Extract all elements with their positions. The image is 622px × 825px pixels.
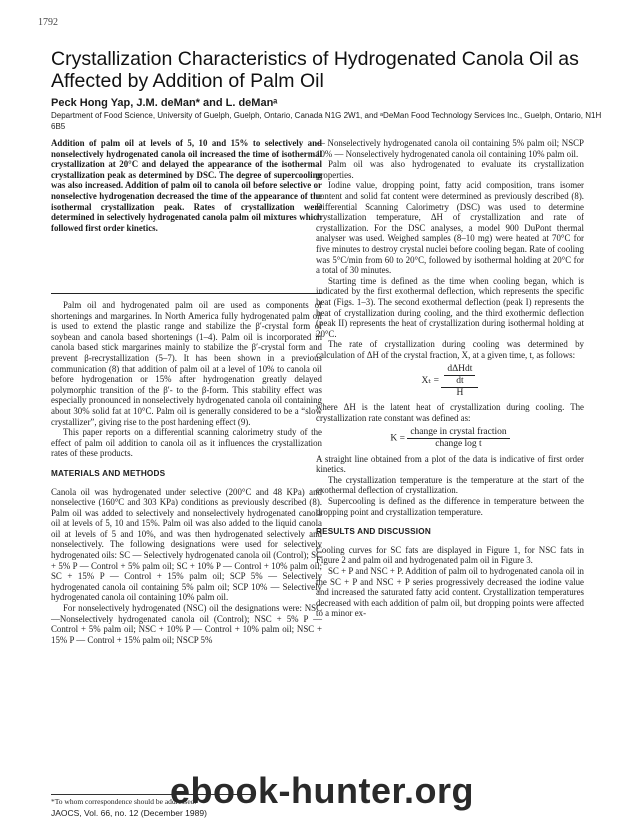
body-paragraph: The crystallization temperature is the temperature at the start of the exothermal deflection of crystallization.: [316, 474, 584, 496]
results-heading: RESULTS AND DISCUSSION: [316, 527, 431, 537]
formula-denominator: change log t: [435, 439, 482, 450]
page-number: 1792: [38, 17, 58, 28]
body-paragraph: The rate of crystallization during cooling was determined by calculation of ΔH of the crystal fraction, X, at a given time, t, as follows:: [316, 339, 584, 360]
formula-numerator: [441, 364, 478, 387]
inner-numerator: dΔHdt: [444, 364, 475, 376]
rate-constant-formula: [316, 427, 584, 449]
inner-fraction: [444, 364, 475, 386]
formula-numerator: change in crystal fraction: [407, 427, 509, 439]
affiliation: Department of Food Science, University of Guelph, Guelph, Ontario, Canada N1G 2W1, and ᵃDeMan Food Technology Services Inc., Guelph, Ontario, N1H 6B5: [51, 111, 602, 131]
formula-lhs: K =: [390, 433, 405, 444]
formula-fraction: [407, 427, 509, 449]
body-paragraph: where ΔH is the latent heat of crystallization during cooling. The crystallization rate constant was defined as:: [316, 402, 584, 423]
intro-paragraph: Palm oil and hydrogenated palm oil are used as components of shortenings and margarines. In North America fully hydrogenated palm oil is used to extend the plastic range and stabilize the β′-crystal form of soybean and canola based shortenings (1–4). Palm oil is incorporated in canola based stick margarines mainly to stabilize the β′-crystal form and prevent β-recrystallization (5–7). It has been shown in a previous communication (8) that addition of palm oil at a level of 10% to canola oil before hydrogenation or 15% after hydrogenation greatly delayed polymorphic transition of the β′- to the β-form. This stability effect was especially pronounced in nonselectively hydrogenated canola oil containing about 30% solid fat at 10°C. Palm oil is generally considered to be a “slow crystallizer”, giving rise to the post hardening effect (9).: [51, 300, 322, 427]
intro-paragraph: This paper reports on a differential scanning calorimetry study of the effect of palm oil addition to canola oil as it influences the crystallization rates of these products.: [51, 427, 322, 459]
body-paragraph: — Nonselectively hydrogenated canola oil containing 5% palm oil; NSCP 10% — Nonselectively hydrogenated canola oil containing 10% palm oil.: [316, 138, 584, 159]
methods-paragraph: For nonselectively hydrogenated (NSC) oil the designations were: NSC —Nonselectively hydrogenated canola oil (Control); NSC + 5% P — Control + 5% palm oil; NSC + 10% P — Control + 10% palm oil; NSC + 15% P — Control + 15% palm oil; NSCP 5%: [51, 603, 322, 645]
formula-denominator: H: [456, 387, 464, 398]
article-title: Crystallization Characteristics of Hydrogenated Canola Oil as Affected by Addition of Palm Oil: [51, 48, 579, 92]
results-paragraph: SC + P and NSC + P. Addition of palm oil to hydrogenated canola oil in the SC + P and NSC + P series progressively decreased the iodine value and increased the saturated fatty acid content. Crystallization temperatures decreased with each addition of palm oil, but dropping points were affected to a minor ex-: [316, 565, 584, 619]
body-paragraph: Palm oil was also hydrogenated to evaluate its crystallization properties.: [316, 159, 584, 180]
right-column: [316, 138, 584, 619]
methods-paragraph: Canola oil was hydrogenated under selective (200°C and 48 KPa) and nonselective (160°C and 303 KPa) conditions as previously described (8). Palm oil was added to selectively and nonselectively hydrogenated canola oil at levels of 5, 10 and 15%. Palm oil was also added to the liquid canola oil at levels of 5 and 10%, and was then hydrogenated selectively and nonselectively. The following designations were used for selectively hydrogenated oils: SC — Selectively hydrogenated canola oil (Control); SC + 5% P — Control + 5% palm oil; SC + 10% P — Control + 10% palm oil; SC + 15% P — Control + 15% palm oil; SCP 5% — Selectively hydrogenated canola oil containing 5% palm oil; SCP 10% — Selectively hydrogenated canola oil containing 10% palm oil.: [51, 486, 322, 603]
left-column: [51, 138, 322, 645]
formula-lhs: Xₜ =: [421, 376, 439, 387]
authors: Peck Hong Yap, J.M. deMan* and L. deManᵃ: [51, 97, 278, 109]
rate-formula: [316, 364, 584, 398]
formula-fraction: [441, 364, 478, 398]
abstract: Addition of palm oil at levels of 5, 10 and 15% to selectively and nonselectively hydrogenated canola oil increased the time of isothermal crystallization at 20°C and delayed the appearance of the isothermal crystallization peak as determined by DSC. The degree of supercooling was also increased. Addition of palm oil to canola oil before selective or nonselective hydrogenation decreased the time of the appearance of the isothermal crystallization peak. Rates of crystallization were determined in selectively hydrogenated canola palm oil mixtures which followed first order kinetics.: [51, 138, 322, 233]
methods-heading: MATERIALS AND METHODS: [51, 468, 166, 478]
body-paragraph: Supercooling is defined as the difference in temperature between the dropping point and crystallization temperature.: [316, 496, 584, 517]
watermark: ebook-hunter.org: [170, 770, 474, 811]
inner-denominator: dt: [456, 376, 464, 387]
body-paragraph: Starting time is defined as the time when cooling began, which is indicated by the first exothermal deflection, which represents the specific heat (Figs. 1–3). The second exothermal deflection (peak I) represents the heat of crystallization during cooling, and the third exothermic deflection (peak II) represents the heat of crystallization during isothermal holding at 20°C.: [316, 275, 584, 339]
results-paragraph: Cooling curves for SC fats are displayed in Figure 1, for NSC fats in Figure 2 and palm oil and hydrogenated palm oil in Figure 3.: [316, 544, 584, 566]
footnote: *To whom correspondence should be addressed.: [51, 794, 251, 806]
abstract-divider: [51, 293, 322, 294]
body-paragraph: A straight line obtained from a plot of the data is indicative of first order kinetics.: [316, 453, 584, 475]
journal-citation: JAOCS, Vol. 66, no. 12 (December 1989): [51, 808, 207, 818]
body-paragraph: Iodine value, dropping point, fatty acid composition, trans isomer content and solid fat content were determined as previously described (8). Differential Scanning Calorimetry (DSC) was used to determine crystallization temperature, ΔH of crystallization and rate of crystallization. For the DSC analyses, a model 900 DuPont thermal analyser was used. Weighed samples (8–10 mg) were heated at 70°C for five minutes to destroy crystal nuclei before cooling began. Rate of cooling was 5°C/min from 60 to 20°C, followed by isothermal holding at 20°C for a total of 30 minutes.: [316, 180, 584, 276]
